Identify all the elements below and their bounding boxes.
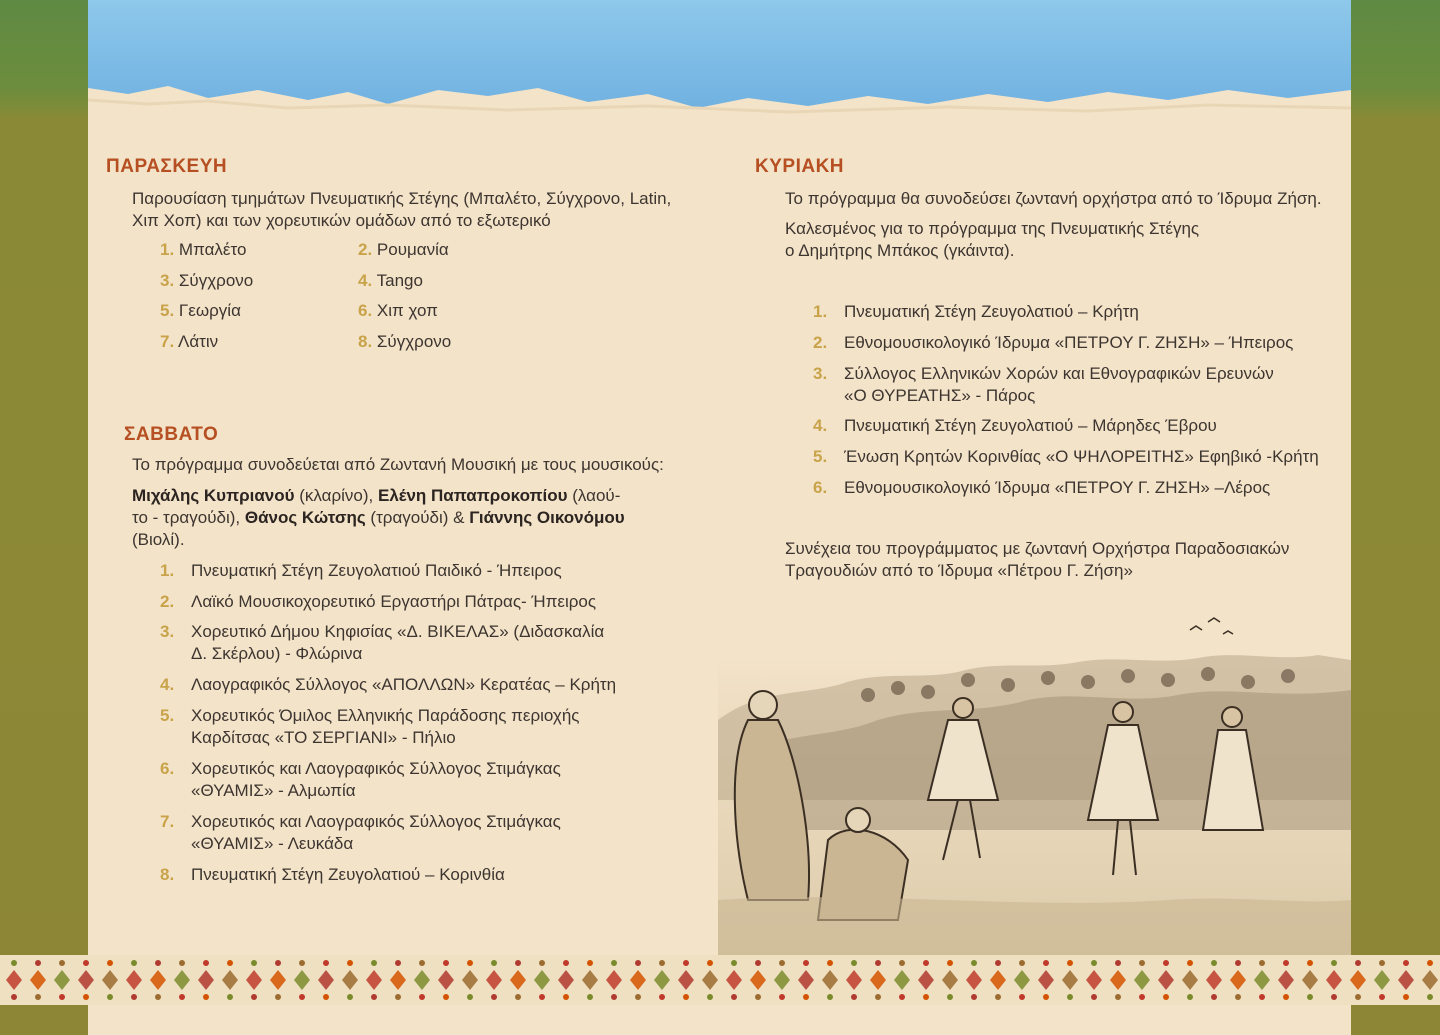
embroidery-dot <box>59 960 65 966</box>
embroidery-dot <box>1403 994 1409 1000</box>
embroidery-dot <box>971 994 977 1000</box>
musician-name: Ελένη Παπαπροκοπίου <box>378 486 568 505</box>
list-item: 3. Σύλλογος Ελληνικών Χορών και Εθνογραφικών Ερευνών «Ο ΘΥΡΕΑΤΗΣ» - Πάρος <box>813 364 1274 405</box>
embroidery-dot <box>515 994 521 1000</box>
embroidery-dot <box>131 960 137 966</box>
embroidery-dot <box>1091 994 1097 1000</box>
embroidery-dot <box>1379 994 1385 1000</box>
list-item: 3. Σύγχρονο <box>160 270 254 290</box>
embroidery-dot <box>587 960 593 966</box>
embroidery-dot <box>11 960 17 966</box>
embroidery-dot <box>539 960 545 966</box>
embroidery-dot <box>1403 960 1409 966</box>
embroidery-dot <box>11 994 17 1000</box>
embroidery-dot <box>323 960 329 966</box>
embroidery-dot <box>1283 960 1289 966</box>
embroidery-dot <box>1163 960 1169 966</box>
embroidery-dot <box>875 960 881 966</box>
embroidery-dot <box>299 960 305 966</box>
embroidery-dot <box>659 960 665 966</box>
embroidery-dot <box>275 960 281 966</box>
list-item: 5. Γεωργία <box>160 301 241 320</box>
embroidery-dot <box>203 994 209 1000</box>
embroidery-dot <box>1043 994 1049 1000</box>
embroidery-dot <box>1067 960 1073 966</box>
embroidery-dot <box>179 994 185 1000</box>
sunday-outro: Συνέχεια του προγράμματος με ζωντανή Ορχήστρα Παραδοσιακών Τραγουδιών από το Ίδρυμα «Πέτρου Γ. Ζήση» <box>785 539 1290 580</box>
embroidery-dot <box>395 960 401 966</box>
embroidery-dot <box>995 960 1001 966</box>
list-item: 6. Χιπ χοπ <box>358 301 438 320</box>
embroidery-dot <box>1355 960 1361 966</box>
embroidered-border <box>0 955 1440 1005</box>
embroidery-dot <box>443 994 449 1000</box>
embroidery-dot <box>539 994 545 1000</box>
embroidery-dot <box>251 994 257 1000</box>
embroidery-dot <box>827 960 833 966</box>
list-item: 2. Ρουμανία <box>358 240 449 259</box>
embroidery-dot <box>731 994 737 1000</box>
sunday-heading: ΚΥΡΙΑΚΗ <box>755 156 845 177</box>
embroidery-dot <box>1211 994 1217 1000</box>
embroidery-dot <box>227 994 233 1000</box>
embroidery-dot <box>803 960 809 966</box>
embroidery-dot <box>107 994 113 1000</box>
embroidery-dot <box>467 960 473 966</box>
embroidery-dot <box>995 994 1001 1000</box>
embroidery-dot <box>1067 994 1073 1000</box>
embroidery-dot <box>467 994 473 1000</box>
saturday-heading: ΣΑΒΒΑΤΟ <box>124 424 219 445</box>
embroidery-dot <box>107 960 113 966</box>
embroidery-dot <box>1307 960 1313 966</box>
right-border <box>1351 0 1440 1035</box>
embroidery-dot <box>947 994 953 1000</box>
musician-name: Γιάννης Οικονόμου <box>469 508 625 527</box>
embroidery-dot <box>1043 960 1049 966</box>
embroidery-dot <box>755 960 761 966</box>
list-item: 7. Λάτιν <box>160 331 219 351</box>
embroidery-dot <box>203 960 209 966</box>
embroidery-dot <box>779 994 785 1000</box>
list-item: 4. Λαογραφικός Σύλλογος «ΑΠΟΛΛΩΝ» Κερατέας – Κρήτη <box>160 675 617 694</box>
embroidery-dot <box>1187 960 1193 966</box>
embroidery-dot <box>1187 994 1193 1000</box>
left-border <box>0 0 88 1035</box>
embroidery-dot <box>971 960 977 966</box>
embroidery-dot <box>635 960 641 966</box>
friday-intro-line1: Παρουσίαση τμημάτων Πνευματικής Στέγης (Μπαλέτο, Σύγχρονο, Latin, <box>132 189 672 208</box>
embroidery-dot <box>371 960 377 966</box>
list-item: 1. Πνευματική Στέγη Ζευγολατιού Παιδικό - Ήπειρος <box>160 561 562 580</box>
list-item: 3. Χορευτικό Δήμου Κηφισίας «Δ. ΒΙΚΕΛΑΣ» (Διδασκαλία Δ. Σκέρλου) - Φλώρινα <box>160 622 605 663</box>
embroidery-dot <box>1259 994 1265 1000</box>
embroidery-dot <box>83 960 89 966</box>
embroidery-dot <box>1307 994 1313 1000</box>
embroidery-dot <box>491 960 497 966</box>
embroidery-dot <box>731 960 737 966</box>
embroidery-dot <box>563 994 569 1000</box>
embroidery-dot <box>1091 960 1097 966</box>
embroidery-dot <box>1379 960 1385 966</box>
embroidery-dot <box>515 960 521 966</box>
list-item: 1. Μπαλέτο <box>160 240 247 259</box>
list-item: 2. Εθνομουσικολογικό Ίδρυμα «ΠΕΤΡΟΥ Γ. ΖΗΣΗ» – Ήπειρος <box>813 333 1294 352</box>
sunday-intro1: Το πρόγραμμα θα συνοδεύσει ζωντανή ορχήστρα από το Ίδρυμα Ζήση. <box>785 189 1322 208</box>
list-item: 5. Ένωση Κρητών Κορινθίας «Ο ΨΗΛΟΡΕΙΤΗΣ» Εφηβικό -Κρήτη <box>813 447 1319 466</box>
embroidery-dot <box>347 960 353 966</box>
friday-intro <box>132 188 692 232</box>
embroidery-dot <box>1235 960 1241 966</box>
list-item: 8. Σύγχρονο <box>358 331 452 351</box>
friday-list <box>160 239 520 353</box>
embroidery-dot <box>563 960 569 966</box>
list-item: 6. Εθνομουσικολογικό Ίδρυμα «ΠΕΤΡΟΥ Γ. ΖΗΣΗ» –Λέρος <box>813 478 1271 497</box>
embroidery-dot <box>923 994 929 1000</box>
embroidery-dot <box>491 994 497 1000</box>
embroidery-dot <box>683 960 689 966</box>
embroidery-dot <box>419 994 425 1000</box>
embroidery-dot <box>635 994 641 1000</box>
embroidery-dot <box>1115 994 1121 1000</box>
embroidery-dot <box>1019 960 1025 966</box>
saturday-musicians: Μιχάλης Κυπριανού (κλαρίνο), Ελένη Παπαπροκοπίου (λαού- το - τραγούδι), Θάνος Κώτσης (τραγούδι) & Γιάννης Οικονόμου (Βιολί). <box>132 486 625 549</box>
embroidery-dot <box>323 994 329 1000</box>
embroidery-dot <box>1427 994 1433 1000</box>
embroidery-dot <box>443 960 449 966</box>
friday-intro-line2: Χιπ Χοπ) και των χορευτικών ομάδων από το εξωτερικό <box>132 211 551 230</box>
footer-paper <box>88 1005 1351 1035</box>
embroidery-dot <box>1355 994 1361 1000</box>
list-item: 1. Πνευματική Στέγη Ζευγολατιού – Κρήτη <box>813 302 1139 321</box>
embroidery-dot <box>899 994 905 1000</box>
embroidery-dot <box>419 960 425 966</box>
musician-name: Μιχάλης Κυπριανού <box>132 486 295 505</box>
embroidery-dot <box>851 994 857 1000</box>
folk-dance-illustration <box>718 600 1351 960</box>
embroidery-dot <box>707 994 713 1000</box>
embroidery-dot <box>1331 994 1337 1000</box>
embroidery-dot <box>803 994 809 1000</box>
embroidery-dot <box>611 960 617 966</box>
embroidery-dot <box>659 994 665 1000</box>
embroidery-dot <box>347 994 353 1000</box>
embroidery-dot <box>227 960 233 966</box>
embroidery-dot <box>587 994 593 1000</box>
embroidery-dot <box>875 994 881 1000</box>
list-item: 4. Tango <box>358 270 423 290</box>
embroidery-dot <box>1235 994 1241 1000</box>
embroidery-dot <box>1283 994 1289 1000</box>
embroidery-dot <box>1427 960 1433 966</box>
embroidery-dot <box>83 994 89 1000</box>
embroidery-dot <box>1331 960 1337 966</box>
saturday-intro: Το πρόγραμμα συνοδεύεται από Ζωντανή Μουσική με τους μουσικούς: <box>132 455 664 474</box>
embroidery-dot <box>899 960 905 966</box>
embroidery-dot <box>395 994 401 1000</box>
embroidery-dot <box>755 994 761 1000</box>
embroidery-dot <box>827 994 833 1000</box>
embroidery-dot <box>851 960 857 966</box>
embroidery-dot <box>779 960 785 966</box>
list-item: 8. Πνευματική Στέγη Ζευγολατιού – Κορινθία <box>160 865 505 884</box>
embroidery-dot <box>923 960 929 966</box>
list-item: 5. Χορευτικός Όμιλος Ελληνικής Παράδοσης περιοχής Καρδίτσας «ΤΟ ΣΕΡΓΙΑΝΙ» - Πήλιο <box>160 706 580 747</box>
embroidery-dot <box>59 994 65 1000</box>
embroidery-dot <box>1259 960 1265 966</box>
embroidery-dot <box>1139 960 1145 966</box>
embroidery-dot <box>35 960 41 966</box>
embroidery-dot <box>251 960 257 966</box>
embroidery-dot <box>1211 960 1217 966</box>
embroidery-dot <box>275 994 281 1000</box>
list-item: 2. Λαϊκό Μουσικοχορευτικό Εργαστήρι Πάτρας- Ήπειρος <box>160 592 597 611</box>
list-item: 6. Χορευτικός και Λαογραφικός Σύλλογος Στιμάγκας «ΘΥΑΜΙΣ» - Αλμωπία <box>160 759 561 800</box>
embroidery-dot <box>179 960 185 966</box>
embroidery-dot <box>131 994 137 1000</box>
embroidery-dot <box>371 994 377 1000</box>
embroidery-dot <box>683 994 689 1000</box>
embroidery-dot <box>155 994 161 1000</box>
musician-name: Θάνος Κώτσης <box>244 508 366 527</box>
embroidery-dot <box>1019 994 1025 1000</box>
embroidery-dot <box>1163 994 1169 1000</box>
embroidery-dot <box>35 994 41 1000</box>
friday-heading: ΠΑΡΑΣΚΕΥΗ <box>106 156 228 177</box>
sunday-intro2: Καλεσμένος για το πρόγραμμα της Πνευματικής Στέγης ο Δημήτρης Μπάκος (γκάιντα). <box>785 219 1200 260</box>
embroidery-dot <box>707 960 713 966</box>
embroidery-dot <box>611 994 617 1000</box>
list-item: 4. Πνευματική Στέγη Ζευγολατιού – Μάρηδες Έβρου <box>813 416 1217 435</box>
list-item: 7. Χορευτικός και Λαογραφικός Σύλλογος Στιμάγκας «ΘΥΑΜΙΣ» - Λευκάδα <box>160 812 561 853</box>
embroidery-dot <box>947 960 953 966</box>
embroidery-dot <box>1115 960 1121 966</box>
embroidery-dot <box>299 994 305 1000</box>
embroidery-dot <box>155 960 161 966</box>
embroidery-dot <box>1139 994 1145 1000</box>
